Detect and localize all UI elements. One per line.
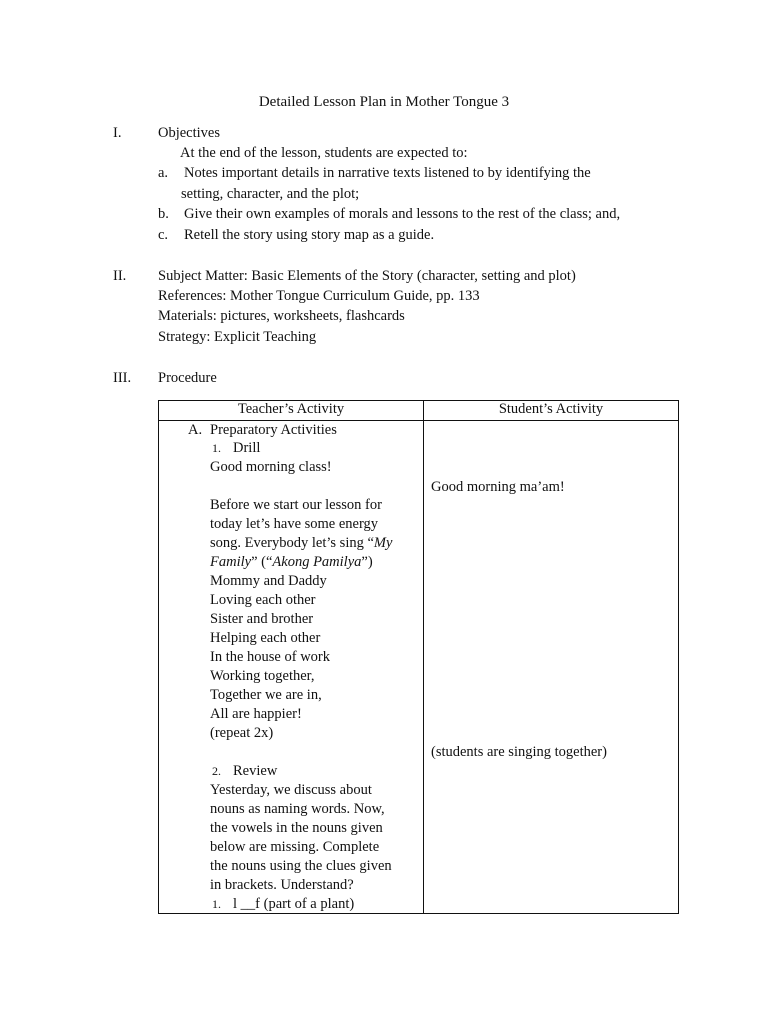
teacher-activity-cell [159,421,424,914]
review-line: below are missing. Complete [210,839,380,855]
page-title: Detailed Lesson Plan in Mother Tongue 3 [258,94,510,110]
prep-activities-label: Preparatory Activities [210,422,337,438]
materials-line: Materials: pictures, worksheets, flashcards [158,308,405,324]
song-line: Working together, [210,668,315,684]
energy-line-4 [210,553,373,572]
energy-text-3a: song. Everybody let’s sing “ [210,535,374,551]
song-line: Mommy and Daddy [210,573,327,589]
review-line: Yesterday, we discuss about [210,782,372,798]
song-line: Helping each other [210,630,321,646]
review-item-number: 1. [212,897,221,911]
drill-number: 1. [212,441,221,455]
song-title-my: My [373,535,393,551]
review-label: Review [233,763,278,779]
review-line: in brackets. Understand? [210,877,354,893]
objectives-intro: At the end of the lesson, students are expected to: [180,145,468,161]
song-line: Together we are in, [210,687,322,703]
section-number-objectives: I. [113,125,122,141]
review-line: nouns as naming words. Now, [210,801,385,817]
objective-c-line1: Retell the story using story map as a guide. [184,227,435,243]
song-title-akong-pamilya: Akong Pamilya [272,554,362,570]
song-title-family: Family [210,554,252,570]
song-line: Loving each other [210,592,316,608]
procedure-table [158,400,679,914]
item1-clue: f (part of a plant) [255,896,355,912]
objective-a-line2: setting, character, and the plot; [181,186,360,202]
energy-line-2: today let’s have some energy [210,516,379,532]
item1-blank: __ [240,896,256,912]
song-line: All are happier! [210,706,302,722]
objective-a-line1: Notes important details in narrative texts listened to by identifying the [184,165,591,181]
student-greeting: Good morning ma’am! [431,479,565,495]
energy-line-3 [210,534,392,553]
student-activity-cell [424,421,679,914]
references-line: References: Mother Tongue Curriculum Guide, pp. 133 [158,288,480,304]
objectives-heading: Objectives [158,125,221,141]
song-line: In the house of work [210,649,331,665]
teacher-greeting: Good morning class! [210,459,332,475]
review-line: the nouns using the clues given [210,858,392,874]
table-header-row [159,401,679,421]
item1-letter-l: l [233,896,238,912]
objective-b-line1: Give their own examples of morals and lessons to the rest of the class; and, [184,206,621,222]
student-singing-note: (students are singing together) [431,744,607,760]
energy-text-4d: ”) [361,554,373,570]
section-number-subject: II. [113,268,127,284]
student-activity-header: Student’s Activity [424,401,679,421]
objective-letter-a: a. [158,165,169,181]
subject-matter-line: Subject Matter: Basic Elements of the Story (character, setting and plot) [158,268,576,284]
teacher-activity-header: Teacher’s Activity [159,401,424,421]
review-item-1 [233,895,354,914]
energy-text-4b: ” (“ [251,554,273,570]
review-number: 2. [212,764,221,778]
section-number-procedure: III. [113,370,132,386]
objective-letter-b: b. [158,206,169,222]
procedure-heading: Procedure [158,370,217,386]
prep-letter: A. [188,422,203,438]
review-line: the vowels in the nouns given [210,820,383,836]
song-line: Sister and brother [210,611,314,627]
song-repeat-note: (repeat 2x) [210,725,274,741]
objective-letter-c: c. [158,227,169,243]
strategy-line: Strategy: Explicit Teaching [158,329,317,345]
energy-line-1: Before we start our lesson for [210,497,382,513]
drill-label: Drill [233,440,261,456]
table-row [159,421,679,914]
